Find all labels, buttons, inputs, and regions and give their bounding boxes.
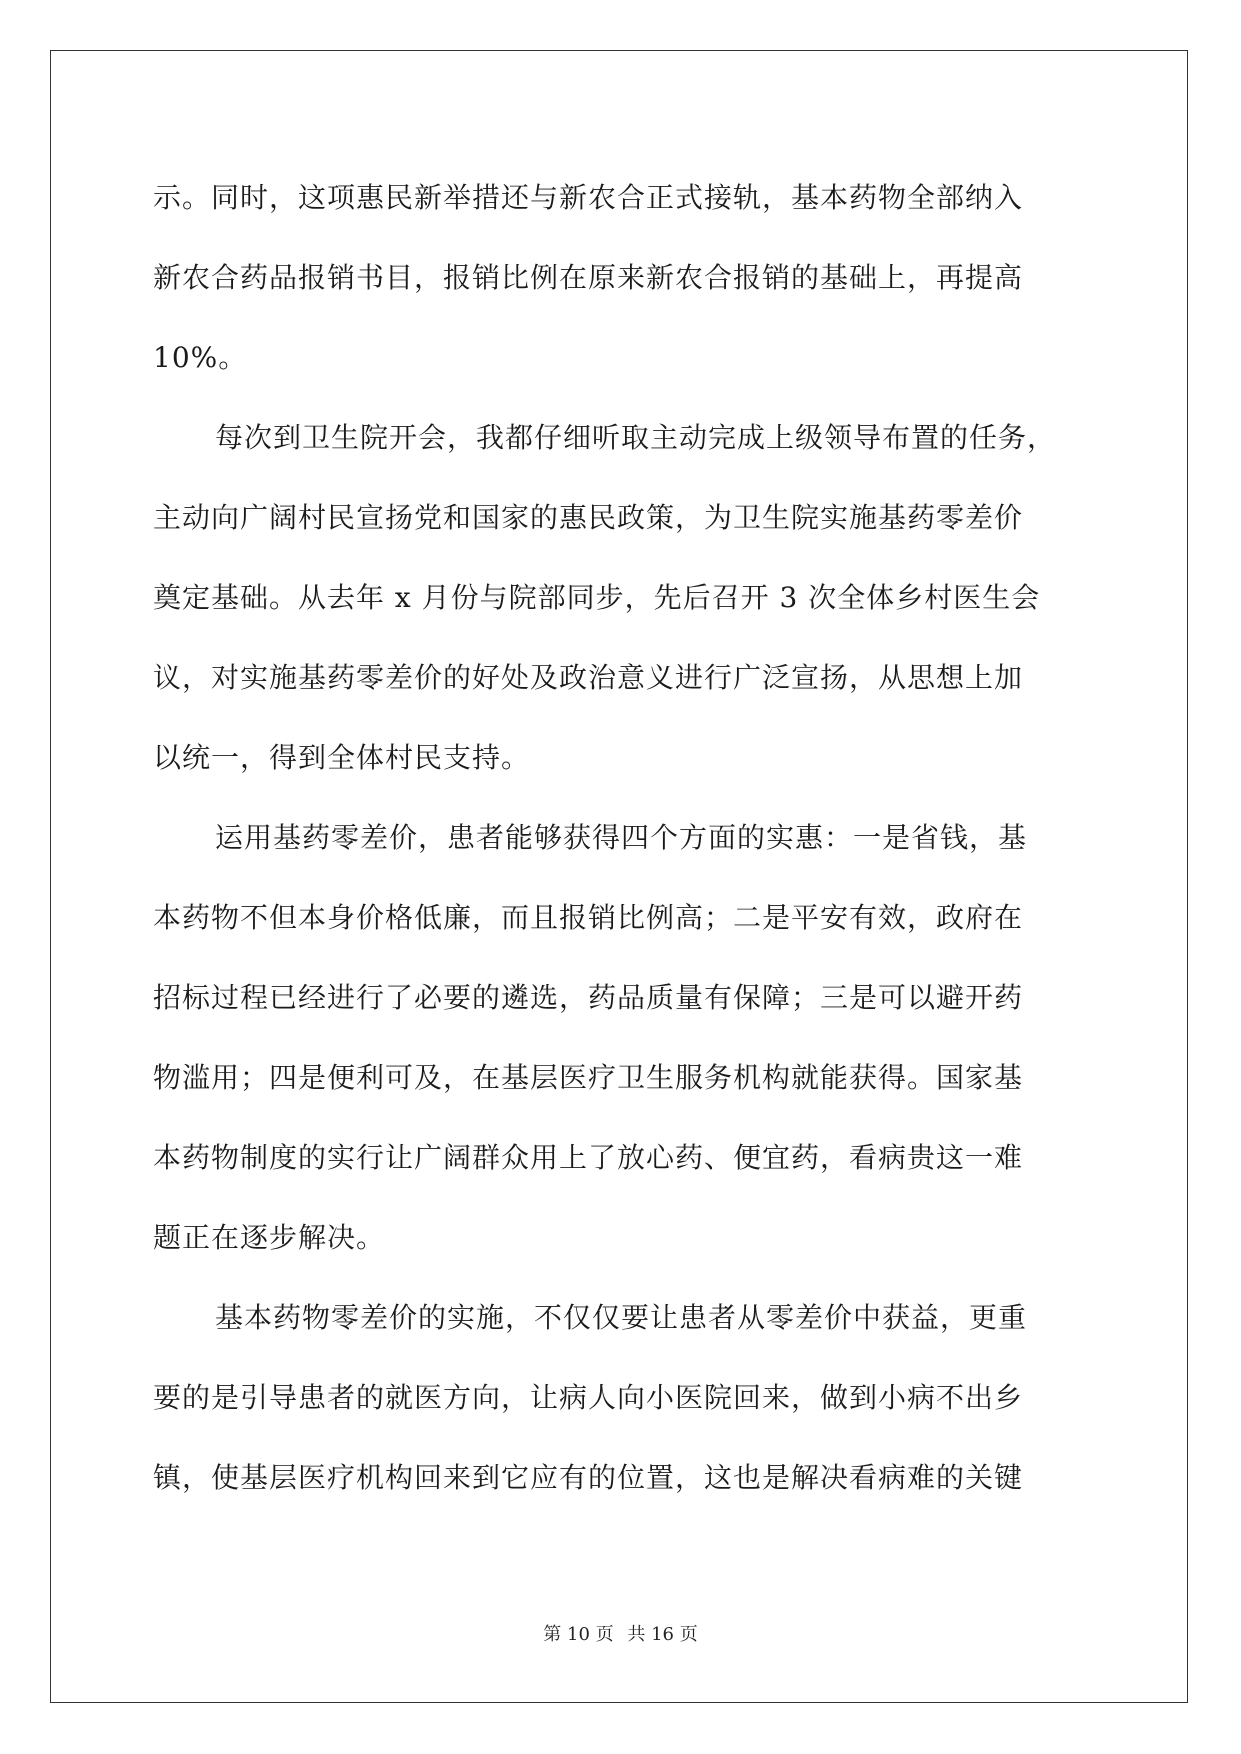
text-line: 招标过程已经进行了必要的遴选，药品质量有保障；三是可以避开药 xyxy=(153,981,1024,1014)
text-line: 本药物不但本身价格低廉，而且报销比例高；二是平安有效，政府在 xyxy=(153,901,1024,934)
text-line: 每次到卫生院开会，我都仔细听取主动完成上级领导布置的任务， xyxy=(215,421,1057,454)
text-line: 题正在逐步解决。 xyxy=(153,1221,386,1254)
paragraph-2 xyxy=(153,398,1093,798)
paragraph-1 xyxy=(153,158,1093,398)
text-line: 镇，使基层医疗机构回来到它应有的位置，这也是解决看病难的关键 xyxy=(153,1461,1024,1494)
text-line: 示。同时，这项惠民新举措还与新农合正式接轨，基本药物全部纳入 xyxy=(153,181,1024,214)
text-line: 物滥用；四是便利可及，在基层医疗卫生服务机构就能获得。国家基 xyxy=(153,1061,1024,1094)
paragraph-4 xyxy=(153,1278,1093,1518)
text-line: 议，对实施基药零差价的好处及政治意义进行广泛宣扬，从思想上加 xyxy=(153,661,1024,694)
text-line: 10%。 xyxy=(153,341,248,374)
text-line: 以统一，得到全体村民支持。 xyxy=(153,741,531,774)
text-line: 基本药物零差价的实施，不仅仅要让患者从零差价中获益，更重 xyxy=(215,1301,1028,1334)
text-line: 本药物制度的实行让广阔群众用上了放心药、便宜药，看病贵这一难 xyxy=(153,1141,1024,1174)
text-line: 要的是引导患者的就医方向，让病人向小医院回来，做到小病不出乡 xyxy=(153,1381,1024,1414)
page-footer xyxy=(0,1620,1241,1646)
document-body xyxy=(153,158,1093,1518)
paragraph-3 xyxy=(153,798,1093,1278)
text-line: 运用基药零差价，患者能够获得四个方面的实惠：一是省钱，基 xyxy=(215,821,1028,854)
text-line: 奠定基础。从去年 x 月份与院部同步，先后召开 3 次全体乡村医生会 xyxy=(153,581,1041,614)
page-total: 共 16 页 xyxy=(627,1624,698,1645)
page-number: 第 10 页 xyxy=(543,1624,614,1645)
text-line: 主动向广阔村民宣扬党和国家的惠民政策，为卫生院实施基药零差价 xyxy=(153,501,1024,534)
text-line: 新农合药品报销书目，报销比例在原来新农合报销的基础上，再提高 xyxy=(153,261,1024,294)
